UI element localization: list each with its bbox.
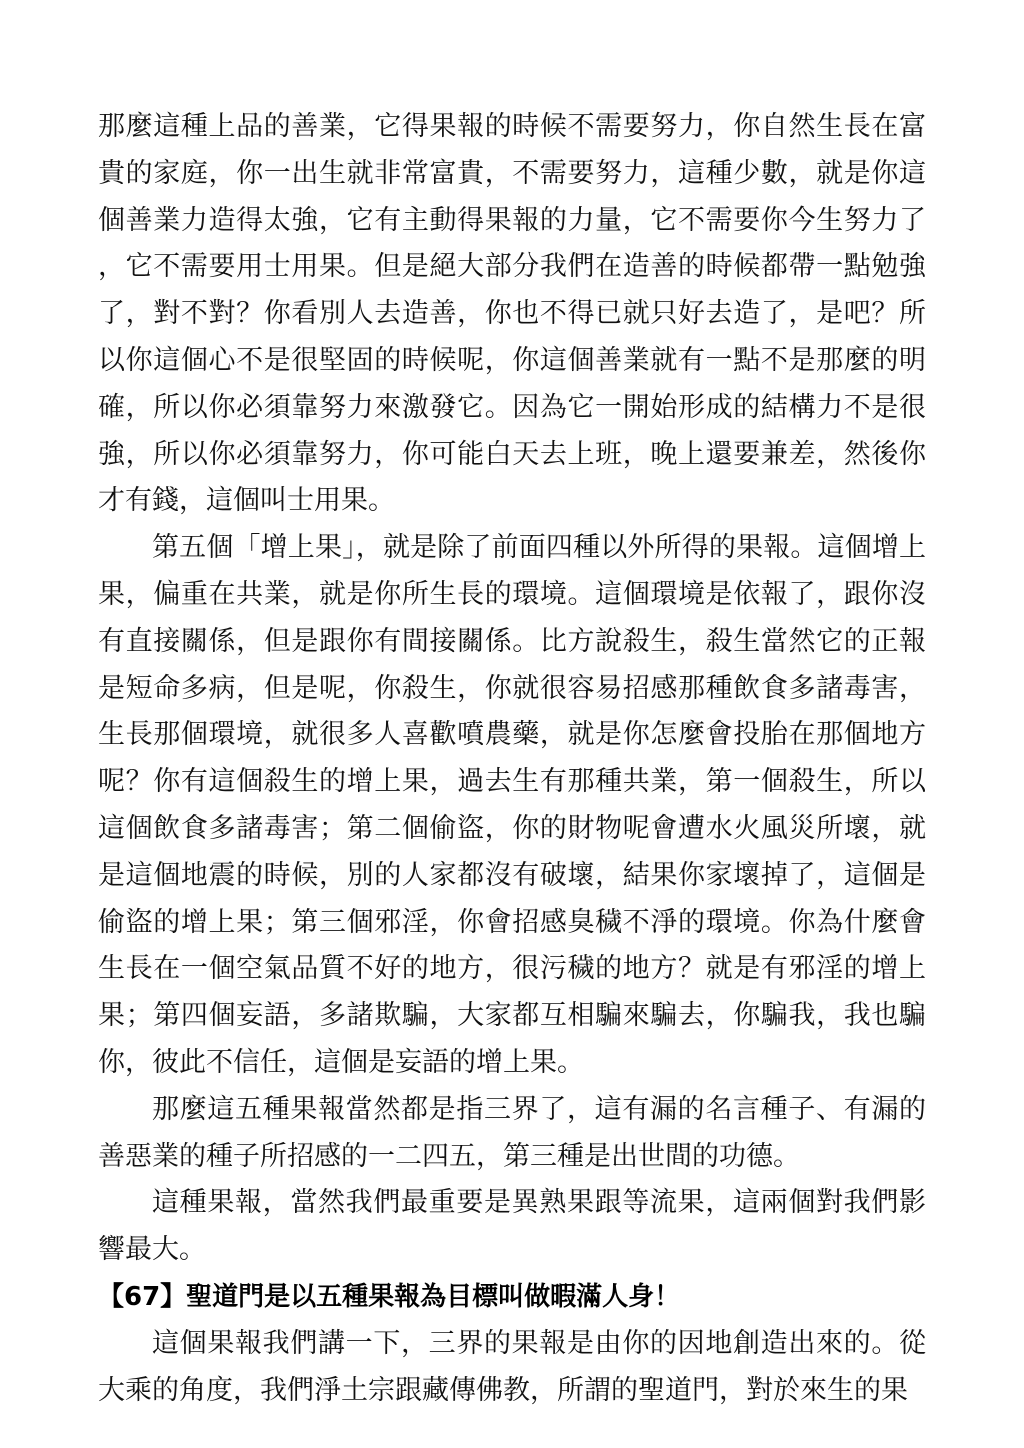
paragraph-5: 這個果報我們講一下，三界的果報是由你的因地創造出來的。從大乘的角度，我們淨土宗跟藏傳佛教，所謂的聖道門，對於來生的果 [98, 1327, 926, 1406]
paragraph-2: 第五個「增上果」，就是除了前面四種以外所得的果報。這個增上果，偏重在共業，就是你所生長的環境。這個環境是依報了，跟你沒有直接關係，但是跟你有間接關係。比方說殺生，殺生當然它的正報是短命多病，但是呢，你殺生，你就很容易招感那種飲食多諸毒害，生長那個環境，就很多人喜歡噴農藥，就是你怎麼會投胎在那個地方呢？你有這個殺生的增上果，過去生有那種共業，第一個殺生，所以這個飲食多諸毒害；第二個偷盜，你的財物呢會遭水火風災所壞，就是這個地震的時候，別的人家都沒有破壞，結果你家壞掉了，這個是偷盜的增上果；第三個邪淫，你會招感臭穢不淨的環境。你為什麼會生長在一個空氣品質不好的地方，很污穢的地方？就是有邪淫的增上果；第四個妄語，多諸欺騙，大家都互相騙來騙去，你騙我，我也騙你，彼此不信任，這個是妄語的增上果。 [98, 532, 926, 1078]
paragraph-3: 那麼這五種果報當然都是指三界了，這有漏的名言種子、有漏的善惡業的種子所招感的一二四五，第三種是出世間的功德。 [98, 1093, 926, 1172]
document-page [98, 104, 926, 1414]
paragraph-4: 這種果報，當然我們最重要是異熟果跟等流果，這兩個對我們影響最大。 [98, 1187, 926, 1266]
paragraph-1: 那麼這種上品的善業，它得果報的時候不需要努力，你自然生長在富貴的家庭，你一出生就非常富貴，不需要努力，這種少數，就是你這個善業力造得太強，它有主動得果報的力量，它不需要你今生努力了，它不需要用士用果。但是絕大部分我們在造善的時候都帶一點勉強了，對不對？你看別人去造善，你也不得已就只好去造了，是吧？所以你這個心不是很堅固的時候呢，你這個善業就有一點不是那麼的明確，所以你必須靠努力來激發它。因為它一開始形成的結構力不是很強，所以你必須靠努力，你可能白天去上班，晚上還要兼差，然後你才有錢，這個叫士用果。 [98, 111, 926, 517]
section-heading: 【67】聖道門是以五種果報為目標叫做暇滿人身！ [98, 1281, 681, 1312]
